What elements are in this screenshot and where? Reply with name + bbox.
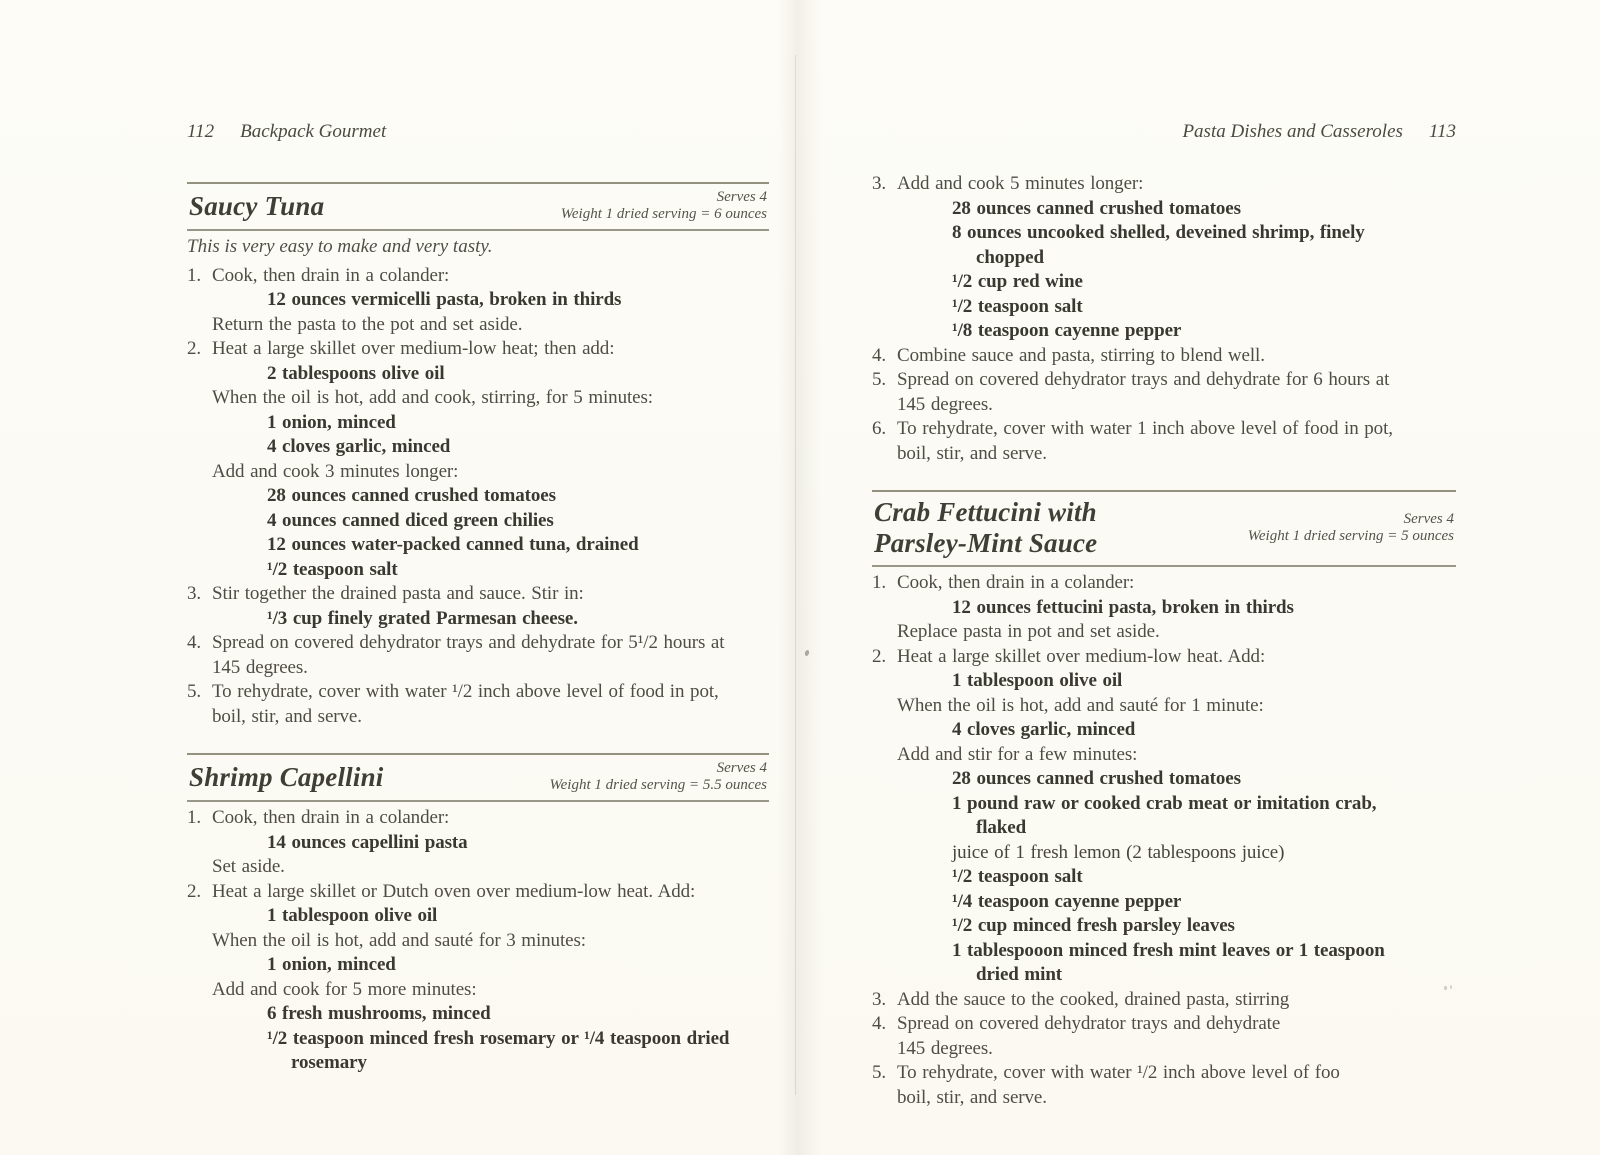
step-number: 1. — [187, 807, 202, 828]
step-line — [187, 680, 769, 705]
step-line — [872, 368, 1456, 393]
line-text: Spread on covered dehydrator trays and dehydrate for 6 hours at — [897, 369, 1390, 390]
line-text: 1 tablespoon olive oil — [267, 905, 438, 926]
step-number: 3. — [187, 583, 202, 604]
step-line — [872, 571, 1456, 596]
recipe-header — [872, 490, 1456, 567]
line-text: ¹/2 teaspoon minced fresh rosemary or ¹/4 teaspoon dried — [267, 1027, 730, 1049]
ingredient-line — [187, 509, 769, 534]
ingredient-line — [187, 953, 769, 978]
weight-label: Weight 1 dried serving = 5 ounces — [1247, 528, 1454, 544]
step-continuation-line — [872, 442, 1456, 467]
ingredient-line — [187, 533, 769, 558]
line-text: 1 tablespooon minced fresh mint leaves or 1 teaspoon — [952, 939, 1385, 961]
recipe-lines — [187, 264, 769, 730]
line-text: When the oil is hot, add and sauté for 1 minute: — [897, 694, 1264, 716]
step-number: 6. — [872, 418, 887, 439]
line-text: To rehydrate, cover with water ¹/2 inch above level of foo — [897, 1062, 1340, 1083]
step-line — [872, 988, 1456, 1013]
recipe-title — [189, 762, 384, 793]
step-line — [187, 880, 769, 905]
line-text: ¹/2 teaspoon salt — [952, 866, 1083, 887]
line-text: ¹/8 teaspoon cayenne pepper — [952, 320, 1182, 341]
ingredient-line — [872, 221, 1456, 246]
line-text: 12 ounces vermicelli pasta, broken in thirds — [267, 289, 622, 310]
serves-weight-block — [1248, 511, 1454, 545]
line-text: 1 tablespoon olive oil — [952, 670, 1123, 691]
step-continuation-line — [872, 1037, 1456, 1062]
step-number: 5. — [872, 1062, 887, 1083]
step-number: 4. — [187, 632, 202, 653]
ingredient-continuation-line — [872, 963, 1456, 988]
step-number: 2. — [872, 645, 887, 667]
ingredient-line — [872, 939, 1456, 964]
line-text: Replace pasta in pot and set aside. — [897, 621, 1160, 642]
line-text: Add and cook 5 minutes longer: — [897, 173, 1144, 194]
recipe-title-line: Parsley-Mint Sauce — [874, 528, 1098, 558]
ingredient-line — [187, 362, 769, 387]
ingredient-line — [872, 295, 1456, 320]
recipe-lines — [872, 172, 1456, 466]
step-number: 2. — [187, 880, 202, 902]
line-text: ¹/2 teaspoon salt — [267, 558, 398, 580]
weight-label: Weight 1 dried serving = 6 ounces — [560, 206, 767, 222]
line-text: ¹/2 teaspoon salt — [952, 295, 1083, 317]
sub-line — [872, 743, 1456, 768]
line-text: ¹/2 cup red wine — [952, 271, 1083, 292]
line-text: 2 tablespoons olive oil — [267, 362, 445, 384]
ingredient-continuation-line — [872, 246, 1456, 271]
line-text: Add and cook 3 minutes longer: — [212, 460, 459, 482]
recipe — [187, 182, 769, 729]
ingredient-line — [187, 435, 769, 460]
line-text: ¹/3 cup finely grated Parmesan cheese. — [267, 607, 578, 629]
sub-line — [872, 620, 1456, 645]
line-text: To rehydrate, cover with water ¹/2 inch above level of food in pot, — [212, 681, 719, 702]
step-number: 3. — [872, 988, 887, 1010]
ingredient-line — [872, 865, 1456, 890]
step-line — [187, 582, 769, 607]
ingredient-line — [872, 596, 1456, 621]
step-number: 4. — [872, 344, 887, 366]
ingredient-line — [872, 767, 1456, 792]
running-header-right — [872, 120, 1456, 144]
step-number: 5. — [872, 369, 887, 390]
step-continuation-line — [872, 393, 1456, 418]
serves-weight-block — [550, 760, 767, 794]
line-text: 28 ounces canned crushed tomatoes — [952, 768, 1241, 789]
line-text: Add the sauce to the cooked, drained pasta, stirring — [897, 988, 1290, 1010]
line-text: ¹/2 cup minced fresh parsley leaves — [952, 915, 1235, 936]
sub-line — [187, 460, 769, 485]
line-text: Heat a large skillet or Dutch oven over medium-low heat. Add: — [212, 880, 696, 902]
serves-weight-block — [561, 189, 767, 223]
step-line — [187, 264, 769, 289]
ingredient-line — [872, 270, 1456, 295]
line-text: Spread on covered dehydrator trays and dehydrate — [897, 1013, 1281, 1034]
step-continuation-line — [187, 656, 769, 681]
line-text: 4 ounces canned diced green chilies — [267, 509, 554, 531]
ingredient-line — [187, 607, 769, 632]
recipe-header — [187, 753, 769, 802]
ingredient-continuation-line — [187, 1051, 769, 1076]
serves-label: Serves 4 — [716, 189, 767, 205]
line-text: boil, stir, and serve. — [897, 442, 1047, 464]
line-text: flaked — [976, 817, 1027, 838]
right-page — [872, 120, 1456, 1110]
right-page-content — [872, 172, 1456, 1110]
weight-label: Weight 1 dried serving = 5.5 ounces — [549, 777, 767, 793]
step-line — [872, 1012, 1456, 1037]
ingredient-line — [187, 1002, 769, 1027]
sub-line — [187, 929, 769, 954]
step-number: 3. — [872, 173, 887, 194]
line-text: 28 ounces canned crushed tomatoes — [267, 485, 556, 506]
recipe-lines — [872, 571, 1456, 1110]
line-text: 145 degrees. — [897, 393, 993, 415]
line-text: 145 degrees. — [897, 1037, 993, 1059]
chapter-title: Pasta Dishes and Casseroles — [1182, 121, 1403, 142]
line-text: boil, stir, and serve. — [897, 1086, 1047, 1108]
line-text: To rehydrate, cover with water 1 inch above level of food in pot, — [897, 418, 1393, 439]
recipe-title-line: Saucy Tuna — [189, 190, 325, 221]
sub-line — [872, 694, 1456, 719]
ingredient-continuation-line — [872, 816, 1456, 841]
step-number: 4. — [872, 1013, 887, 1034]
step-line — [872, 1061, 1456, 1086]
recipe — [872, 490, 1456, 1110]
line-text: When the oil is hot, add and sauté for 3 minutes: — [212, 929, 586, 951]
ingredient-line — [872, 792, 1456, 817]
line-text: Spread on covered dehydrator trays and dehydrate for 5¹/2 hours at — [212, 632, 725, 653]
line-text: chopped — [976, 246, 1044, 268]
step-continuation-line — [872, 1086, 1456, 1111]
line-text: boil, stir, and serve. — [212, 705, 362, 727]
step-line — [187, 337, 769, 362]
line-text: 8 ounces uncooked shelled, deveined shrimp, finely — [952, 222, 1365, 243]
ingredient-line — [872, 319, 1456, 344]
line-text: dried mint — [976, 964, 1063, 985]
line-text: 1 onion, minced — [267, 954, 396, 975]
ingredient-line — [872, 890, 1456, 915]
step-line — [872, 344, 1456, 369]
ingredient-line — [872, 914, 1456, 939]
recipe — [187, 753, 769, 1076]
ingredient-line — [872, 197, 1456, 222]
book-title: Backpack Gourmet — [240, 121, 387, 142]
sub-line — [187, 386, 769, 411]
step-continuation-line — [187, 705, 769, 730]
line-text: 6 fresh mushrooms, minced — [267, 1003, 491, 1024]
line-text: Cook, then drain in a colander: — [897, 572, 1135, 593]
recipe-header — [187, 182, 769, 231]
line-text: Return the pasta to the pot and set aside. — [212, 313, 523, 335]
step-line — [872, 417, 1456, 442]
ingredient-line — [872, 841, 1456, 866]
ingredient-line — [872, 718, 1456, 743]
scan-speck — [804, 650, 810, 657]
ingredient-line — [187, 831, 769, 856]
line-text: 4 cloves garlic, minced — [952, 719, 1136, 740]
step-number: 1. — [872, 572, 887, 593]
line-text: Combine sauce and pasta, stirring to blend well. — [897, 344, 1265, 366]
sub-line — [187, 978, 769, 1003]
recipe-intro: This is very easy to make and very tasty. — [187, 236, 493, 257]
ingredient-line — [187, 411, 769, 436]
page-number: 112 — [187, 121, 215, 142]
ingredient-line — [187, 288, 769, 313]
page-number: 113 — [1428, 121, 1456, 142]
ingredient-line — [187, 1027, 769, 1052]
step-number: 2. — [187, 338, 202, 359]
line-text: 4 cloves garlic, minced — [267, 436, 451, 457]
recipe-title-line: Shrimp Capellini — [189, 761, 384, 792]
line-text: ¹/4 teaspoon cayenne pepper — [952, 890, 1182, 912]
ingredient-line — [187, 558, 769, 583]
recipe-title — [874, 497, 1097, 559]
sub-line — [187, 855, 769, 880]
line-text: Cook, then drain in a colander: — [212, 264, 450, 286]
line-text: When the oil is hot, add and cook, stirring, for 5 minutes: — [212, 387, 653, 408]
recipe-title-line: Crab Fettucini with — [874, 497, 1097, 527]
recipe-title — [189, 191, 324, 222]
line-text: 28 ounces canned crushed tomatoes — [952, 197, 1241, 219]
ingredient-line — [187, 484, 769, 509]
line-text: 12 ounces fettucini pasta, broken in thirds — [952, 596, 1294, 618]
line-text: 14 ounces capellini pasta — [267, 831, 468, 853]
step-line — [872, 645, 1456, 670]
ingredient-line — [872, 669, 1456, 694]
sub-line — [187, 313, 769, 338]
line-text: Cook, then drain in a colander: — [212, 807, 450, 828]
step-line — [187, 631, 769, 656]
line-text: 12 ounces water-packed canned tuna, drained — [267, 534, 639, 555]
page-gutter-shadow — [778, 0, 822, 1155]
running-header-left — [187, 120, 769, 144]
ingredient-line — [187, 904, 769, 929]
step-number: 1. — [187, 264, 202, 286]
left-page-content — [187, 182, 769, 1076]
step-number: 5. — [187, 681, 202, 702]
recipe-lines — [187, 806, 769, 1076]
line-text: Add and stir for a few minutes: — [897, 743, 1138, 765]
serves-label: Serves 4 — [1403, 511, 1454, 527]
line-text: juice of 1 fresh lemon (2 tablespoons juice) — [952, 841, 1285, 863]
line-text: 145 degrees. — [212, 656, 308, 678]
line-text: Set aside. — [212, 856, 285, 877]
recipe-continuation — [872, 172, 1456, 466]
step-line — [187, 806, 769, 831]
line-text: Stir together the drained pasta and sauce. Stir in: — [212, 583, 584, 604]
line-text: rosemary — [291, 1052, 367, 1073]
page-gutter-line — [795, 55, 796, 1095]
left-page — [187, 120, 769, 1076]
line-text: Add and cook for 5 more minutes: — [212, 978, 477, 1000]
line-text: Heat a large skillet over medium-low heat; then add: — [212, 338, 615, 359]
serves-label: Serves 4 — [716, 760, 767, 776]
line-text: 1 onion, minced — [267, 411, 396, 433]
step-line — [872, 172, 1456, 197]
line-text: Heat a large skillet over medium-low heat. Add: — [897, 645, 1266, 667]
line-text: 1 pound raw or cooked crab meat or imitation crab, — [952, 792, 1377, 814]
